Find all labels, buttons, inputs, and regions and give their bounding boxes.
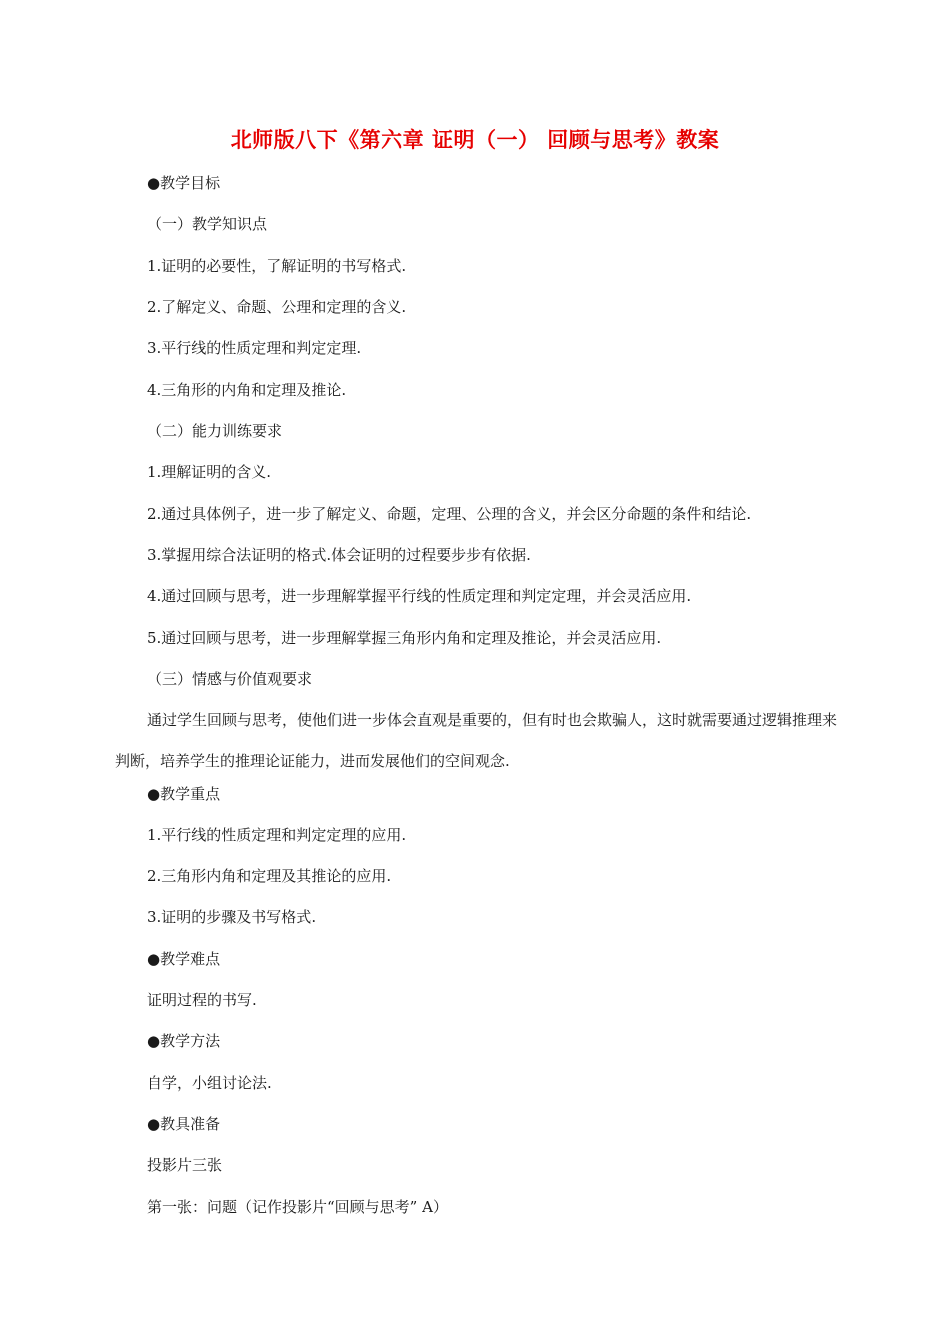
section-heading-goals: ●教学目标 [147,174,221,192]
ability-item-2: 2.通过具体例子，进一步了解定义、命题，定理、公理的含义，并会区分命题的条件和结论. [147,505,752,523]
method-text: 自学，小组讨论法. [147,1074,272,1092]
knowledge-item-1: 1.证明的必要性，了解证明的书写格式. [147,257,407,275]
knowledge-item-2: 2.了解定义、命题、公理和定理的含义. [147,298,407,316]
focus-item-2: 2.三角形内角和定理及其推论的应用. [147,867,392,885]
knowledge-item-3: 3.平行线的性质定理和判定定理. [147,339,362,357]
knowledge-item-4: 4.三角形的内角和定理及推论. [147,381,347,399]
slide-1-text: 第一张：问题（记作投影片“回顾与思考” A） [147,1198,448,1216]
subheading-knowledge-points: （一）教学知识点 [147,215,268,233]
ability-item-3: 3.掌握用综合法证明的格式.体会证明的过程要步步有依据. [147,546,531,564]
tools-text: 投影片三张 [147,1156,223,1174]
subheading-ability-requirements: （二）能力训练要求 [147,422,283,440]
difficulty-text: 证明过程的书写. [147,991,257,1009]
section-heading-method: ●教学方法 [147,1032,221,1050]
section-heading-focus: ●教学重点 [147,785,221,803]
emotion-values-paragraph: 通过学生回顾与思考，使他们进一步体会直观是重要的，但有时也会欺骗人，这时就需要通过逻辑推理来判断，培养学生的推理论证能力，进而发展他们的空间观念. [115,711,838,770]
section-heading-tools: ●教具准备 [147,1115,221,1133]
subheading-emotion-values: （三）情感与价值观要求 [147,670,313,688]
focus-item-3: 3.证明的步骤及书写格式. [147,908,317,926]
document-title: 北师版八下《第六章 证明（一） 回顾与思考》教案 [230,128,720,152]
section-heading-difficulty: ●教学难点 [147,950,221,968]
focus-item-1: 1.平行线的性质定理和判定定理的应用. [147,826,407,844]
ability-item-4: 4.通过回顾与思考，进一步理解掌握平行线的性质定理和判定定理，并会灵活应用. [147,587,692,605]
ability-item-1: 1.理解证明的含义. [147,463,272,481]
ability-item-5: 5.通过回顾与思考，进一步理解掌握三角形内角和定理及推论，并会灵活应用. [147,629,662,647]
